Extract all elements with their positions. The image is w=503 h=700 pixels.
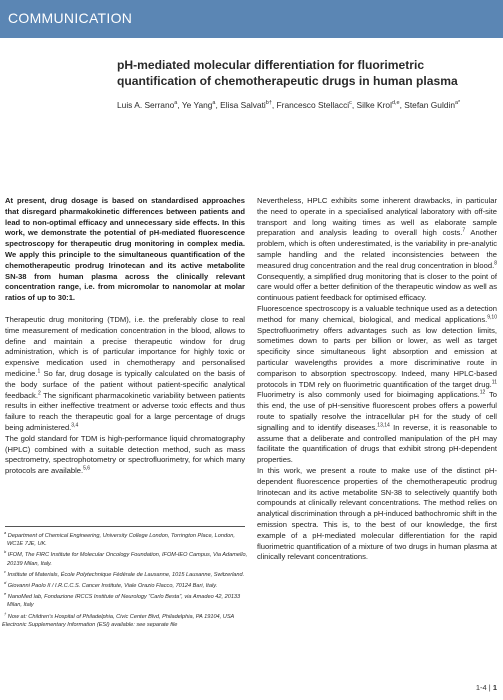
right-column	[257, 196, 497, 563]
footnote-mark: d	[4, 580, 7, 586]
right-paragraph-3: In this work, we present a route to make use of the distinct pH-dependent fluorescence properties of the chemotherapeutic prodrug Irinotecan and its active metabolite SN-38 to selectively quantify both compounds at clinically relevant concentrations. The method relies on analytical discrimination through a pH-induced bathochromic shift in the emission spectra. This is, to the best of our knowledge, the first example of a pH-mediated molecular differentiation for the rapid fluorimetric quantification of a mixture of two drugs in human plasma at clinically relevant concentrations.	[257, 465, 497, 562]
abstract: At present, drug dosage is based on standardised approaches that disregard pharmakokinetic differences between patients and lead to non-optimal efficacy and unnecessary side effects. In this work, we demonstrate the potential of pH-mediated fluorescence spectroscopy for therapeutic drug monitoring in complex media. We apply this principle to the simultaneous quantification of the chemotherapeutic prodrug Irinotecan and its active metabolite SN-38 from human plasma across the clinically relevant concentration range, i.e. from micromolar to nanomolar at molar ratios of up to 30:1.	[5, 196, 245, 303]
left-column	[5, 196, 245, 477]
body-text-run: Fluorescence spectroscopy is a valuable technique used as a detection method for many chemical, biological, and medical applications.	[257, 303, 497, 324]
body-text-run: The gold standard for TDM is high-performance liquid chromatography (HPLC) combined with a suitable detection method, such as mass spectrometry, spectrophotometry or spectrofluorimetry, for which many protocols are available.	[5, 433, 245, 476]
author-name: Francesco Stellacci	[274, 99, 350, 110]
body-text-run: Consequently, a simplified drug monitoring that is closer to the point of care would offer a better definition of the therapeutic window as well as continuous patient feedback for optimised efficacy.	[257, 271, 497, 303]
footnote-mark: b	[4, 549, 7, 555]
body-text-run: Spectrofluorimetry offers advantages such as low detection limits, sometimes down to parts per billion or lower, as well as target specificity since simultaneous light absorption and emission at particular wavelengths provides a more discriminative route in comparison to absorption spectroscopy. Indeed, many HPLC-based protocols in TDM rely on fluorimetric quantification of the target drug.	[257, 325, 497, 389]
author-separator: ,	[271, 99, 275, 110]
author-separator: ,	[215, 99, 218, 110]
section-label: COMMUNICATION	[8, 10, 133, 26]
body-text-run: Fluorimetry is also commonly used for bioimaging applications.	[257, 390, 480, 400]
esi-note: Electronic Supplementary Information (ESI) available: see separate file	[2, 621, 178, 628]
footnote-text: Now at: Children's Hospital of Philadelphia, Civic Center Blvd, Philadelphia, PA 19104, USA	[6, 613, 235, 620]
body-text-run: The significant pharmacokinetic variability between patients results in either ineffective treatment or adverse toxic effects and thus failure to reach the therapeutic goal for a large percentage of drugs being administered.	[5, 390, 245, 432]
left-body-text	[5, 315, 245, 477]
author-separator: ,	[177, 99, 180, 110]
affiliation-footnote	[2, 579, 248, 590]
body-text-run: So far, drug dosage is typically calculated on the basis of the body surface of the patient without patient-specific analytical feedback.	[5, 368, 245, 400]
page-separator: |	[486, 683, 493, 692]
author-separator: ,	[399, 99, 402, 110]
author-name: Elisa Salvati	[217, 99, 266, 110]
affiliation-footnote	[2, 568, 248, 579]
author-separator: ,	[351, 99, 355, 110]
footnote-text: Institute of Materials, École Polytechnique Fédérale de Lausanne, 1015 Lausanne, Switzerland.	[6, 571, 245, 578]
author-affiliation-mark: d,e	[391, 100, 400, 106]
page-range: 1-4	[475, 683, 487, 692]
footnote-text: Giovanni Paolo II / I.R.C.C.S. Cancer Institute, Viale Orazio Flacco, 70124 Bari, Italy.	[6, 582, 218, 589]
citation-ref: 11	[491, 379, 497, 386]
author-name: Ye Yang	[179, 99, 213, 110]
author-name: Silke Krol	[354, 99, 392, 110]
article-title: pH-mediated molecular differentiation for fluorimetric quantification of chemotherapeutic drugs in human plasma	[117, 58, 458, 88]
right-paragraph-1	[257, 196, 497, 304]
citation-ref: 1	[37, 368, 41, 375]
body-text-run: To this end, the use of pH-sensitive fluorescent probes offers a powerful route to spatially resolve the intracellular pH for the study of cell signalling and to identify diseases.	[257, 390, 497, 432]
footnote-mark: c	[4, 568, 6, 574]
current-page: 1	[492, 683, 497, 692]
body-text-run: In reverse, it is reasonable to assume that a deliberate and controlled manipulation of the pH may facilitate the quantification of drugs that exhibit strong pH-dependent properties.	[257, 422, 497, 465]
author-affiliation-mark: a	[212, 100, 216, 106]
citation-ref: 7	[462, 227, 466, 234]
affiliation-footnote	[2, 590, 248, 609]
citation-ref: 3,4	[71, 422, 79, 429]
citation-ref: 13,14	[377, 422, 390, 429]
footnote-text: Department of Chemical Engineering, University College London, Torrington Place, London, WC1E 7JE, UK.	[6, 532, 235, 548]
right-paragraph-2	[257, 304, 497, 466]
body-text-run: Another problem, which is often underestimated, is the variability in pre-analytic sample handling and the related inconsistencies between the measured drug concentration and the real drug concentration in blood.	[257, 228, 497, 270]
citation-ref: 12	[479, 389, 486, 396]
author-affiliation-mark: a*	[455, 100, 461, 106]
page-number	[476, 683, 497, 692]
affiliation-footnote	[2, 529, 248, 548]
footnote-text: IFOM, The FIRC Institute for Molecular Oncology Foundation, IFOM-IEO Campus, Via Adamello, 20139 Milan, Italy.	[6, 552, 248, 567]
author-name: Luis A. Serrano	[117, 99, 175, 110]
author-affiliation-mark: b†	[265, 100, 272, 106]
footnote-mark: e	[4, 591, 7, 597]
affiliation-footnotes	[2, 529, 248, 629]
citation-ref: 5,6	[83, 465, 91, 472]
affiliation-footnote	[2, 610, 248, 621]
footnote-mark: a	[4, 530, 7, 535]
footnote-mark: †	[4, 610, 7, 616]
affiliation-footnote	[2, 548, 248, 567]
citation-ref: 8	[494, 260, 497, 267]
author-affiliation-mark: c	[349, 100, 352, 106]
citation-ref: 2	[37, 390, 41, 397]
body-text-run: Nevertheless, HPLC exhibits some inherent drawbacks, in particular the need to operate in a specialised analytical laboratory with off-site transport and long waiting times as well as elaborate sample preparation and analysis leading to overall high costs.	[257, 196, 497, 238]
footnote-text: NanoMed lab, Fondazione IRCCS Institute of Neurology “Carlo Besta”, via Amadeo 42, 20133 Milan, Italy	[6, 594, 241, 609]
body-text-run: Therapeutic drug monitoring (TDM), i.e. the preferably close to real time measurement of medication concentration in the blood, allows to define and maintain a precise therapeutic window for drug administration, which is of particular importance for highly toxic or expensive medication used in chemotherapy and personalised medicine.	[5, 314, 245, 378]
footnote-divider	[5, 526, 245, 527]
author-list	[117, 98, 497, 111]
citation-ref: 9,10	[487, 314, 497, 321]
section-banner	[0, 0, 503, 38]
author-affiliation-mark: a	[174, 100, 178, 106]
author-name: Stefan Guldin	[401, 99, 455, 110]
